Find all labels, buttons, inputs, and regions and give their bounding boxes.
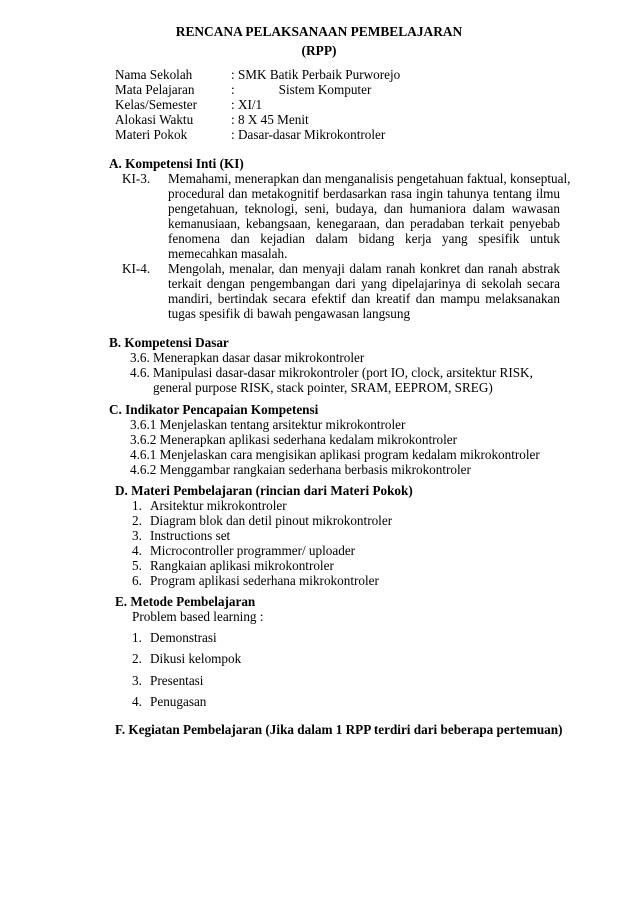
identity-value: : Sistem Komputer xyxy=(231,82,372,97)
method-text: Penugasan xyxy=(150,694,207,709)
materi-num: 3. xyxy=(132,528,142,543)
method-num: 2. xyxy=(132,651,142,666)
ki3-code: KI-3. xyxy=(122,171,151,186)
materi-num: 6. xyxy=(132,573,142,588)
method-num: 1. xyxy=(132,630,142,645)
indicator-item: 4.6.1 Menjelaskan cara mengisikan aplikasi program kedalam mikrokontroler xyxy=(130,447,540,462)
identity-value-text: Sistem Komputer xyxy=(278,82,372,97)
ki4-line: terkait dengan pengembangan dari yang dipelajarinya di sekolah secara xyxy=(168,276,560,291)
ki4-code: KI-4. xyxy=(122,261,151,276)
indicator-item: 3.6.1 Menjelaskan tentang arsitektur mikrokontroler xyxy=(130,417,406,432)
ki3-line: pengetahuan, teknologi, seni, budaya, dan humaniora dalam wawasan xyxy=(168,201,560,216)
materi-num: 2. xyxy=(132,513,142,528)
identity-label: Mata Pelajaran xyxy=(115,82,195,97)
kd-text: general purpose RISK, stack pointer, SRAM, EEPROM, SREG) xyxy=(153,380,493,395)
materi-num: 5. xyxy=(132,558,142,573)
method-text: Demonstrasi xyxy=(150,630,217,645)
section-f-heading: F. Kegiatan Pembelajaran (Jika dalam 1 RPP terdiri dari beberapa pertemuan) xyxy=(115,722,563,737)
kd-text: Manipulasi dasar-dasar mikrokontroler (port IO, clock, arsitektur RISK, xyxy=(153,365,533,380)
document-subtitle: (RPP) xyxy=(301,43,337,58)
identity-value: : SMK Batik Perbaik Purworejo xyxy=(231,67,401,82)
ki4-line: mandiri, bertindak secara efektif dan kreatif dan mampu melaksanakan xyxy=(168,291,560,306)
materi-text: Program aplikasi sederhana mikrokontroler xyxy=(150,573,379,588)
document-title: RENCANA PELAKSANAAN PEMBELAJARAN xyxy=(175,24,463,39)
method-num: 3. xyxy=(132,673,142,688)
indicator-item: 3.6.2 Menerapkan aplikasi sederhana kedalam mikrokontroler xyxy=(130,432,458,447)
ki4-line: Mengolah, menalar, dan menyaji dalam ranah konkret dan ranah abstrak xyxy=(168,261,560,276)
materi-num: 1. xyxy=(132,498,142,513)
section-c-heading: C. Indikator Pencapaian Kompetensi xyxy=(109,402,319,417)
method-num: 4. xyxy=(132,694,142,709)
method-text: Presentasi xyxy=(150,673,204,688)
section-e-heading: E. Metode Pembelajaran xyxy=(115,594,256,609)
section-b-heading: B. Kompetensi Dasar xyxy=(109,335,229,350)
identity-value: : XI/1 xyxy=(231,97,263,112)
materi-text: Diagram blok dan detil pinout mikrokontroler xyxy=(150,513,393,528)
kd-num: 3.6. xyxy=(130,350,150,365)
ki3-line: memecahkan masalah. xyxy=(168,246,288,261)
identity-label: Nama Sekolah xyxy=(115,67,193,82)
indicator-item: 4.6.2 Menggambar rangkaian sederhana berbasis mikrokontroler xyxy=(130,462,471,477)
materi-text: Instructions set xyxy=(150,528,231,543)
ki3-line: procedural dan metakognitif berdasarkan rasa ingin tahunya tentang ilmu xyxy=(168,186,560,201)
ki3-line: Memahami, menerapkan dan menganalisis pengetahuan faktual, konseptual, xyxy=(168,171,571,186)
materi-text: Rangkaian aplikasi mikrokontroler xyxy=(150,558,334,573)
method-text: Dikusi kelompok xyxy=(150,651,242,666)
identity-label: Kelas/Semester xyxy=(115,97,198,112)
identity-label: Alokasi Waktu xyxy=(115,112,194,127)
kd-num: 4.6. xyxy=(130,365,150,380)
materi-text: Microcontroller programmer/ uploader xyxy=(150,543,356,558)
materi-num: 4. xyxy=(132,543,142,558)
ki3-line: fenomena dan kejadian dalam bidang kerja yang spesifik untuk xyxy=(168,231,560,246)
kd-text: Menerapkan dasar dasar mikrokontroler xyxy=(153,350,365,365)
ki3-line: kemanusiaan, kebangsaan, kenegaraan, dan peradaban terkait penyebab xyxy=(168,216,560,231)
identity-value: : Dasar-dasar Mikrokontroler xyxy=(231,127,386,142)
method-intro: Problem based learning : xyxy=(132,609,264,624)
identity-value: : 8 X 45 Menit xyxy=(231,112,309,127)
section-d-heading: D. Materi Pembelajaran (rincian dari Materi Pokok) xyxy=(115,483,413,498)
identity-label: Materi Pokok xyxy=(115,127,188,142)
materi-text: Arsitektur mikrokontroler xyxy=(150,498,287,513)
ki4-line: tugas spesifik di bawah pengawasan langsung xyxy=(168,306,411,321)
section-a-heading: A. Kompetensi Inti (KI) xyxy=(109,156,244,171)
